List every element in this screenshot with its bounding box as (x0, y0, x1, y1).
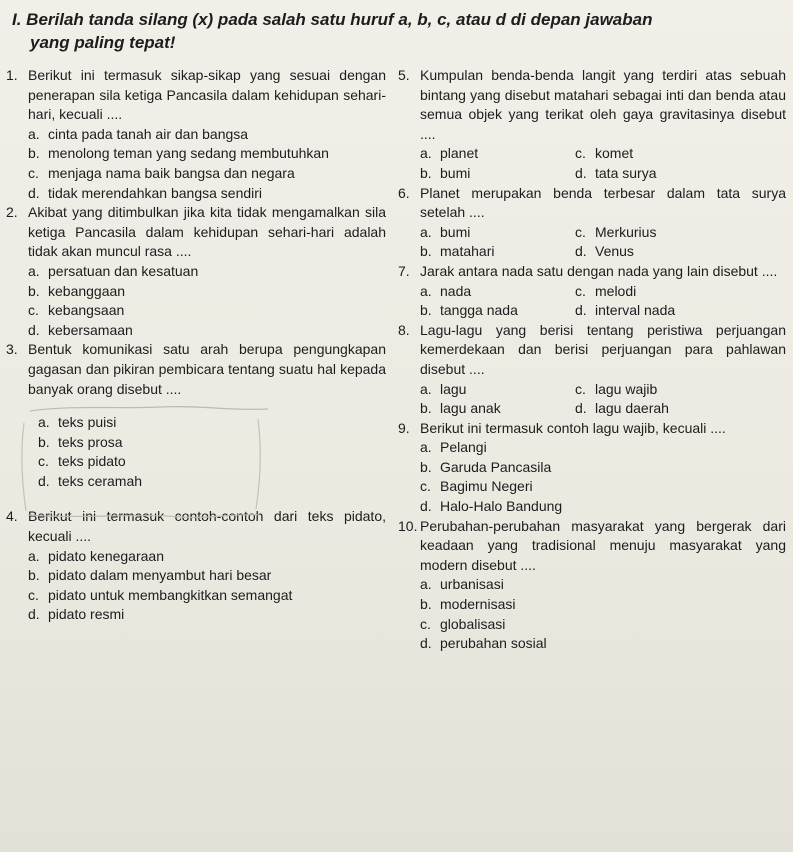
question-text: Lagu-lagu yang berisi tentang peristiwa perjuangan kemerdekaan dan berisi perjuangan para pahlawan disebut .... (420, 321, 786, 377)
question-3-options (28, 403, 248, 501)
option-b[interactable] (420, 164, 575, 184)
option-c[interactable] (420, 477, 786, 497)
right-column (398, 66, 786, 654)
option-a[interactable] (28, 125, 386, 145)
option-text: cinta pada tanah air dan bangsa (48, 125, 249, 142)
option-letter[interactable]: a. (420, 223, 432, 240)
option-letter[interactable]: a. (420, 576, 432, 593)
option-d[interactable] (575, 164, 786, 184)
question-text: Perubahan-perubahan masyarakat yang bergerak dari keadaan yang tradisional menuju masyarakat yang modern disebut .... (420, 517, 786, 573)
option-letter[interactable]: d. (28, 321, 40, 338)
question-number: 7. (398, 262, 410, 279)
option-text: bumi (440, 164, 471, 181)
option-letter[interactable]: b. (420, 302, 432, 319)
option-c[interactable] (575, 144, 786, 164)
instruction-line-1: I. Berilah tanda silang (x) pada salah satu huruf a, b, c, atau d di depan jawaban (12, 10, 653, 29)
question-number: 10. (398, 517, 418, 534)
option-letter[interactable]: b. (420, 458, 432, 475)
option-d[interactable] (28, 605, 386, 625)
option-c[interactable] (575, 282, 786, 302)
option-letter[interactable]: c. (28, 302, 39, 319)
option-text: melodi (595, 282, 637, 299)
option-text: pidato dalam menyambut hari besar (48, 567, 272, 584)
option-text: Pelangi (440, 439, 487, 456)
question-6 (398, 184, 786, 223)
option-c[interactable] (28, 164, 386, 184)
option-letter[interactable]: d. (420, 635, 432, 652)
option-letter[interactable]: a. (420, 145, 432, 162)
option-text: menolong teman yang sedang membutuhkan (48, 145, 329, 162)
option-text: modernisasi (440, 596, 516, 613)
option-letter[interactable]: d. (575, 302, 587, 319)
question-number: 1. (6, 67, 18, 83)
question-2-options (28, 262, 386, 340)
question-text: Planet merupakan benda terbesar dalam tata surya setelah .... (420, 184, 786, 221)
option-b[interactable] (420, 301, 575, 321)
option-letter[interactable]: c. (575, 380, 586, 397)
option-text: kebangsaan (48, 302, 125, 319)
question-10-options (420, 575, 786, 653)
option-text: kebanggaan (48, 282, 126, 299)
option-text: teks pidato (58, 453, 126, 470)
option-letter[interactable]: c. (420, 478, 431, 495)
option-text: teks puisi (58, 414, 117, 431)
option-a[interactable] (28, 547, 386, 567)
option-a[interactable] (420, 282, 575, 302)
option-letter[interactable]: d. (575, 164, 587, 181)
option-letter[interactable]: c. (28, 164, 39, 181)
option-text: menjaga nama baik bangsa dan negara (48, 164, 295, 181)
option-b[interactable] (420, 458, 786, 478)
option-d[interactable] (575, 301, 786, 321)
question-number: 8. (398, 321, 410, 338)
option-text: tangga nada (440, 302, 518, 319)
option-text: pidato resmi (48, 606, 125, 623)
option-text: tata surya (595, 164, 657, 181)
option-text: komet (595, 145, 634, 162)
option-letter[interactable]: b. (28, 145, 40, 162)
option-letter[interactable]: a. (420, 439, 432, 456)
option-letter[interactable]: d. (575, 400, 587, 417)
option-text: teks prosa (58, 433, 123, 450)
option-letter[interactable]: b. (28, 567, 40, 584)
option-text: matahari (440, 243, 495, 260)
option-letter[interactable]: a. (420, 282, 432, 299)
option-d[interactable] (28, 321, 386, 341)
question-text: Jarak antara nada satu dengan nada yang lain disebut .... (420, 262, 778, 279)
option-a[interactable] (420, 223, 575, 243)
instruction (12, 8, 782, 54)
option-text: teks ceramah (58, 472, 143, 489)
question-1-options (28, 125, 386, 203)
option-text: urbanisasi (440, 576, 504, 593)
option-letter[interactable]: c. (575, 282, 586, 299)
question-3 (6, 340, 386, 399)
option-letter[interactable]: a. (38, 414, 50, 431)
option-b[interactable] (420, 399, 575, 419)
option-c[interactable] (28, 301, 386, 321)
question-number: 6. (398, 184, 410, 201)
question-10 (398, 517, 786, 576)
question-7-options (420, 282, 786, 321)
option-letter[interactable]: a. (28, 125, 40, 142)
option-letter[interactable]: b. (420, 243, 432, 260)
option-text: persatuan dan kesatuan (48, 262, 199, 279)
option-letter[interactable]: c. (575, 145, 586, 162)
option-letter[interactable]: b. (420, 400, 432, 417)
option-text: kebersamaan (48, 321, 133, 338)
option-text: lagu daerah (595, 400, 669, 417)
option-b[interactable] (28, 566, 386, 586)
question-text: Berikut ini termasuk contoh lagu wajib, kecuali .... (420, 419, 726, 436)
option-c[interactable] (28, 586, 386, 606)
question-8-options (420, 380, 786, 419)
question-text: Bentuk komunikasi satu arah berupa pengungkapan gagasan dan pikiran pembicara tentang suatu hal kepada banyak orang disebut .... (28, 341, 386, 397)
option-d[interactable] (575, 242, 786, 262)
option-b[interactable] (420, 595, 786, 615)
option-b[interactable] (420, 242, 575, 262)
option-text: lagu wajib (595, 380, 658, 397)
left-column (6, 66, 386, 625)
option-text: pidato untuk membangkitkan semangat (48, 586, 293, 603)
option-text: globalisasi (440, 615, 506, 632)
question-number: 9. (398, 419, 410, 436)
option-d[interactable] (420, 634, 786, 654)
question-text: Akibat yang ditimbulkan jika kita tidak mengamalkan sila ketiga Pancasila dalam kehidupan sehari-hari adalah tidak akan muncul rasa .... (28, 204, 386, 260)
option-b[interactable] (28, 144, 386, 164)
option-text: bumi (440, 223, 471, 240)
option-a[interactable] (420, 144, 575, 164)
option-d[interactable] (420, 497, 786, 517)
option-text: Halo-Halo Bandung (440, 498, 563, 515)
option-letter[interactable]: d. (28, 184, 40, 201)
question-2 (6, 203, 386, 262)
question-text: Berikut ini termasuk contoh-contoh dari teks pidato, kecuali .... (28, 508, 386, 545)
question-8 (398, 321, 786, 380)
question-9 (398, 419, 786, 439)
option-text: pidato kenegaraan (48, 547, 164, 564)
option-letter[interactable]: c. (420, 615, 431, 632)
option-text: tidak merendahkan bangsa sendiri (48, 184, 263, 201)
option-c[interactable] (575, 223, 786, 243)
option-text: Venus (595, 243, 634, 260)
option-c[interactable] (420, 615, 786, 635)
option-text: perubahan sosial (440, 635, 547, 652)
option-a[interactable] (420, 380, 575, 400)
option-text: planet (440, 145, 479, 162)
question-text: Kumpulan benda-benda langit yang terdiri atas sebuah bintang yang disebut matahari sebagai inti dan benda atau semua objek yang terikat oleh gaya gravitasinya disebut .... (420, 67, 786, 142)
option-text: nada (440, 282, 472, 299)
option-letter[interactable]: b. (420, 164, 432, 181)
option-a[interactable] (28, 262, 386, 282)
option-letter[interactable]: d. (420, 498, 432, 515)
question-4-options (28, 547, 386, 625)
option-a[interactable] (420, 575, 786, 595)
question-5-options (420, 144, 786, 183)
option-letter[interactable]: a. (420, 380, 432, 397)
option-text: lagu anak (440, 400, 501, 417)
question-number: 3. (6, 341, 18, 358)
option-letter[interactable]: d. (28, 606, 40, 623)
option-letter[interactable]: c. (575, 223, 586, 240)
option-c[interactable] (575, 380, 786, 400)
question-9-options (420, 438, 786, 516)
option-letter[interactable]: a. (28, 262, 40, 279)
question-number: 5. (398, 67, 410, 83)
option-letter[interactable]: d. (575, 243, 587, 260)
hand-drawn-bracket-icon (10, 403, 270, 521)
option-letter[interactable]: d. (38, 472, 50, 489)
option-b[interactable] (28, 282, 386, 302)
option-text: Bagimu Negeri (440, 478, 533, 495)
question-number: 4. (6, 508, 18, 525)
option-text: Merkurius (595, 223, 657, 240)
option-a[interactable] (420, 438, 786, 458)
option-text: Garuda Pancasila (440, 458, 552, 475)
option-text: lagu (440, 380, 467, 397)
option-letter[interactable]: b. (420, 596, 432, 613)
question-number: 2. (6, 204, 18, 221)
question-7 (398, 262, 786, 282)
question-1 (6, 66, 386, 125)
question-text: Berikut ini termasuk sikap-sikap yang sesuai dengan penerapan sila ketiga Pancasila dalam kehidupan sehari-hari, kecuali .... (28, 67, 386, 123)
option-letter[interactable]: b. (28, 282, 40, 299)
question-5 (398, 66, 786, 144)
option-letter[interactable]: b. (38, 433, 50, 450)
question-6-options (420, 223, 786, 262)
option-letter[interactable]: a. (28, 547, 40, 564)
option-d[interactable] (28, 184, 386, 204)
option-letter[interactable]: c. (28, 586, 39, 603)
option-text: interval nada (595, 302, 676, 319)
instruction-line-2: yang paling tepat! (30, 33, 176, 52)
option-d[interactable] (575, 399, 786, 419)
option-letter[interactable]: c. (38, 453, 49, 470)
